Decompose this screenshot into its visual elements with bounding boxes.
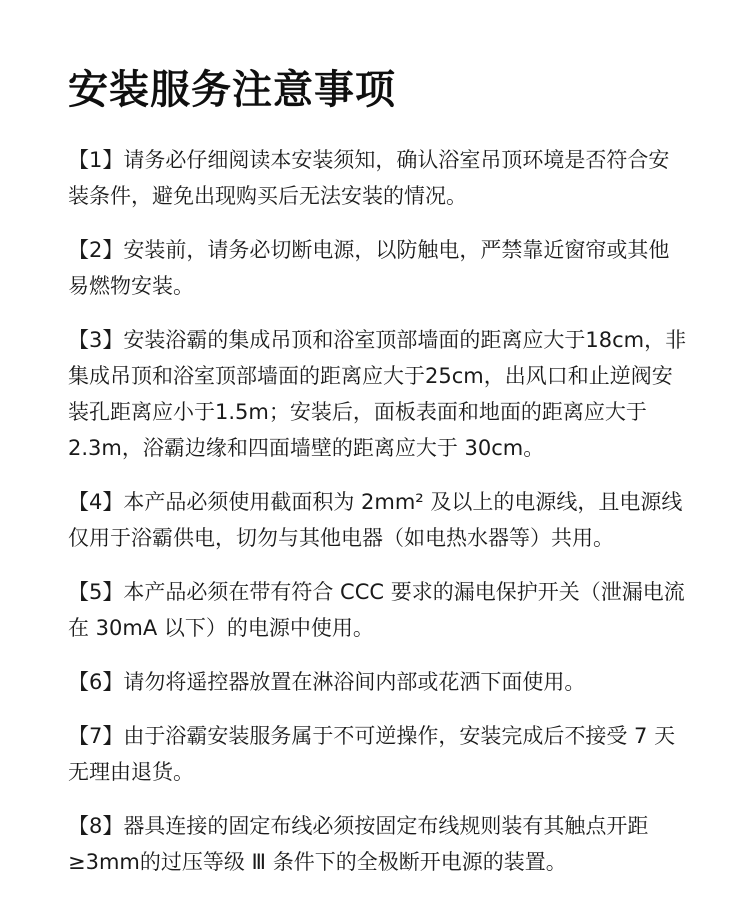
note-item-7: 【7】由于浴霸安装服务属于不可逆操作，安装完成后不接受 7 天无理由退货。 [68, 724, 676, 784]
page-title: 安装服务注意事项 [68, 67, 396, 113]
note-item-8: 【8】器具连接的固定布线必须按固定布线规则装有其触点开距≥3mm的过压等级 Ⅲ 条件下的全极断开电源的装置。 [68, 814, 649, 874]
note-item-5: 【5】本产品必须在带有符合 CCC 要求的漏电保护开关（泄漏电流在 30mA 以下）的电源中使用。 [68, 580, 685, 640]
note-item-6: 【6】请勿将遥控器放置在淋浴间内部或花洒下面使用。 [68, 670, 586, 694]
note-item-4: 【4】本产品必须使用截面积为 2mm² 及以上的电源线，且电源线仅用于浴霸供电，切勿与其他电器（如电热水器等）共用。 [68, 490, 683, 550]
note-item-1: 【1】请务必仔细阅读本安装须知，确认浴室吊顶环境是否符合安装条件，避免出现购买后无法安装的情况。 [68, 148, 670, 208]
notes-list [68, 142, 688, 898]
note-item-3: 【3】安装浴霸的集成吊顶和浴室顶部墙面的距离应大于18cm，非集成吊顶和浴室顶部墙面的距离应大于25cm，出风口和止逆阀安装孔距离应小于1.5m；安装后，面板表面和地面的距离应大于 2.3m，浴霸边缘和四面墙壁的距离应大于 30cm。 [68, 328, 687, 460]
note-item-2: 【2】安装前，请务必切断电源，以防触电，严禁靠近窗帘或其他易燃物安装。 [68, 238, 670, 298]
